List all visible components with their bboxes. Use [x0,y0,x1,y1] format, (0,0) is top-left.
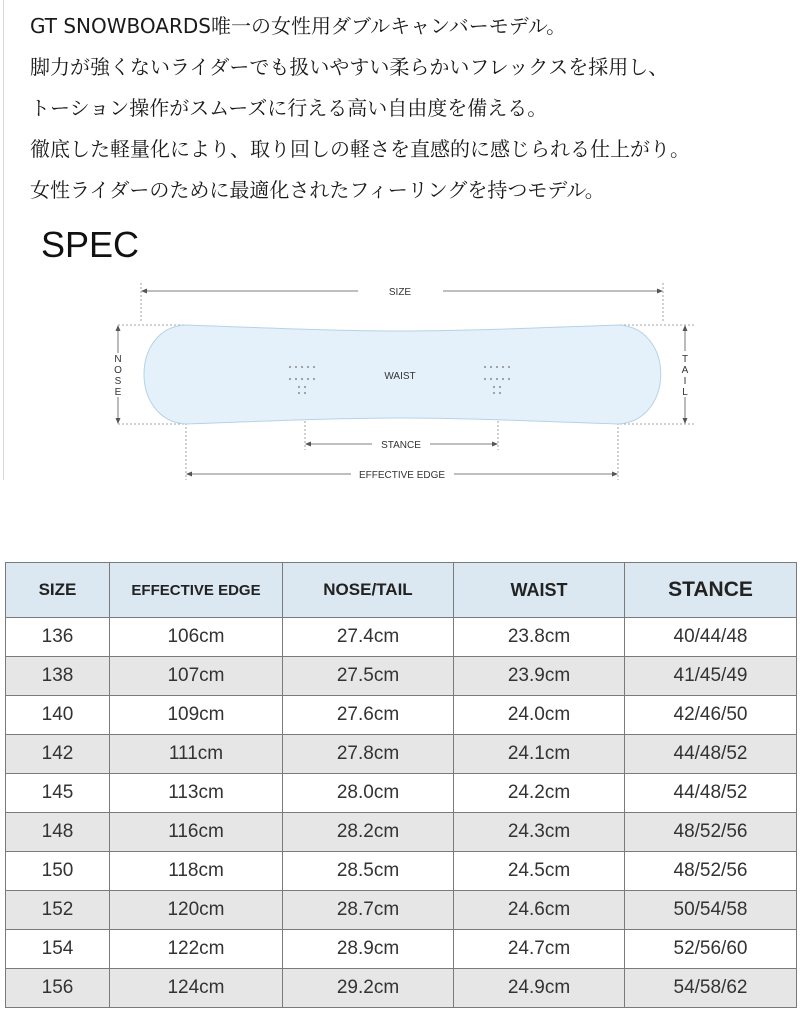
table-row [6,657,797,696]
column-header-stance: STANCE [625,563,797,618]
size-label: SIZE [388,287,412,298]
svg-text:L: L [682,387,688,398]
table-cell: 44/48/52 [625,735,797,774]
product-description [30,6,795,211]
svg-text:A: A [681,365,689,376]
table-cell: 154 [6,930,110,969]
table-cell: 48/52/56 [625,813,797,852]
table-cell: 116cm [110,813,283,852]
nose-label [114,354,122,398]
svg-text:T: T [681,354,689,365]
table-header-row [6,563,797,618]
table-cell: 40/44/48 [625,618,797,657]
table-cell: 23.9cm [454,657,625,696]
table-cell: 52/56/60 [625,930,797,969]
column-header-effective-edge: EFFECTIVE EDGE [110,563,283,618]
table-cell: 42/46/50 [625,696,797,735]
effective-edge-label: EFFECTIVE EDGE [358,470,446,481]
description-line: GT SNOWBOARDS唯一の女性用ダブルキャンバーモデル。 [30,14,567,38]
table-cell: 156 [6,969,110,1008]
table-cell: 118cm [110,852,283,891]
table-cell: 142 [6,735,110,774]
table-cell: 24.5cm [454,852,625,891]
waist-label: WAIST [384,371,416,382]
table-cell: 111cm [110,735,283,774]
table-row [6,735,797,774]
spec-table [5,562,797,1008]
table-row [6,891,797,930]
svg-text:E: E [114,387,122,398]
svg-text:N: N [114,354,122,365]
table-cell: 27.6cm [283,696,454,735]
description-line: 女性ライダーのために最適化されたフィーリングを持つモデル。 [30,178,605,202]
table-cell: 24.0cm [454,696,625,735]
table-cell: 124cm [110,969,283,1008]
table-row [6,852,797,891]
table-cell: 29.2cm [283,969,454,1008]
table-cell: 54/58/62 [625,969,797,1008]
table-cell: 113cm [110,774,283,813]
table-cell: 24.9cm [454,969,625,1008]
table-cell: 109cm [110,696,283,735]
column-header-nose-tail: NOSE/TAIL [283,563,454,618]
left-divider [3,0,4,480]
table-cell: 120cm [110,891,283,930]
spec-title: SPEC [41,224,140,265]
table-cell: 27.8cm [283,735,454,774]
description-line: 脚力が強くないライダーでも扱いやすい柔らかいフレックスを採用し、 [30,55,669,79]
column-header-waist: WAIST [454,563,625,618]
table-cell: 44/48/52 [625,774,797,813]
table-cell: 28.7cm [283,891,454,930]
table-cell: 27.5cm [283,657,454,696]
table-cell: 28.9cm [283,930,454,969]
table-cell: 140 [6,696,110,735]
table-row [6,813,797,852]
table-cell: 24.1cm [454,735,625,774]
board-spec-diagram [100,275,720,490]
table-cell: 24.7cm [454,930,625,969]
table-cell: 24.3cm [454,813,625,852]
table-cell: 48/52/56 [625,852,797,891]
table-cell: 152 [6,891,110,930]
table-cell: 27.4cm [283,618,454,657]
table-cell: 106cm [110,618,283,657]
table-cell: 136 [6,618,110,657]
table-cell: 41/45/49 [625,657,797,696]
svg-text:I: I [683,376,687,387]
table-cell: 138 [6,657,110,696]
svg-text:S: S [114,376,122,387]
table-cell: 24.2cm [454,774,625,813]
table-cell: 150 [6,852,110,891]
table-cell: 23.8cm [454,618,625,657]
table-cell: 28.0cm [283,774,454,813]
description-line: トーション操作がスムーズに行える高い自由度を備える。 [30,96,548,120]
table-row [6,969,797,1008]
table-cell: 148 [6,813,110,852]
table-row [6,930,797,969]
table-row [6,696,797,735]
table-cell: 24.6cm [454,891,625,930]
description-line: 徹底した軽量化により、取り回しの軽さを直感的に感じられる仕上がり。 [30,137,690,161]
table-cell: 50/54/58 [625,891,797,930]
table-cell: 28.5cm [283,852,454,891]
column-header-size: SIZE [6,563,110,618]
svg-text:O: O [114,365,122,376]
table-cell: 122cm [110,930,283,969]
stance-label: STANCE [381,440,421,451]
tail-label [682,354,689,398]
table-cell: 28.2cm [283,813,454,852]
table-cell: 107cm [110,657,283,696]
table-cell: 145 [6,774,110,813]
table-row [6,618,797,657]
table-row [6,774,797,813]
